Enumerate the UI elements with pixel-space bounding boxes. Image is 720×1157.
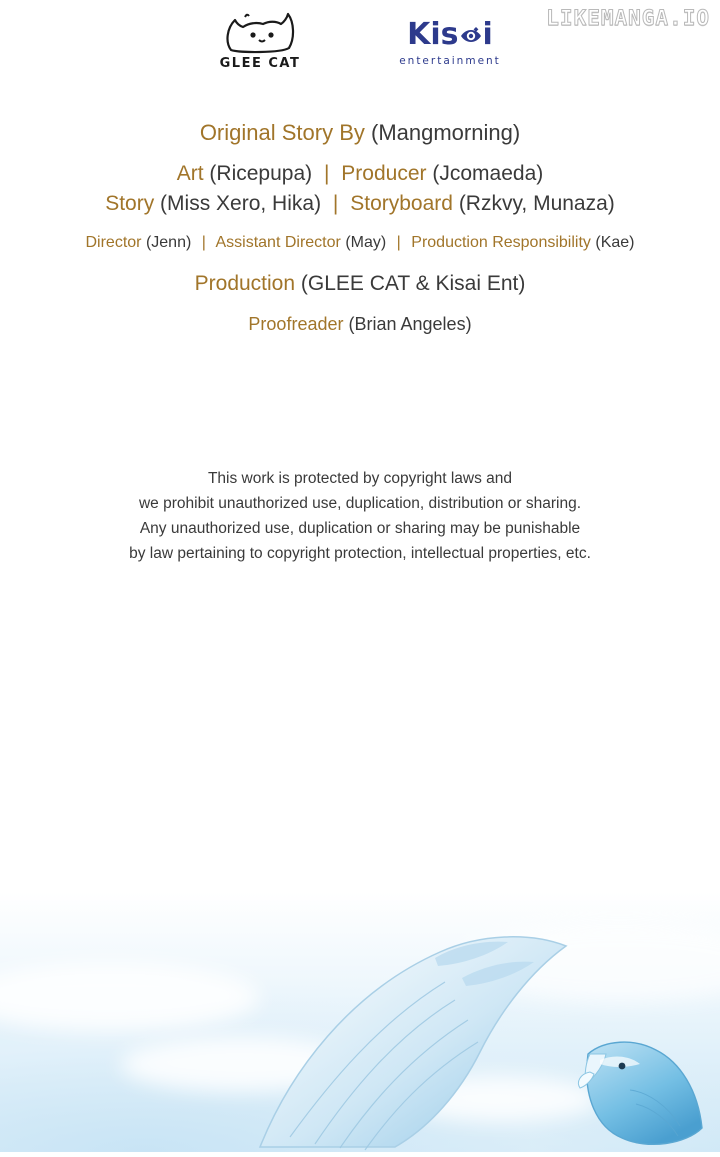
credit-role: Production — [194, 271, 296, 295]
credit-role: Proofreader — [248, 314, 344, 335]
copyright-line-2: we prohibit unauthorized use, duplication, distribution or sharing. — [138, 495, 581, 512]
credit-role: Art — [176, 161, 204, 185]
kisai-word-right: i — [482, 17, 493, 52]
credit-role: Story — [105, 192, 155, 216]
credit-name: (Kae) — [595, 234, 635, 252]
credit-proofreader — [0, 312, 720, 336]
credit-director-line — [0, 232, 720, 254]
credit-name: (Rzkvy, Munaza) — [458, 192, 615, 216]
credit-name: (May) — [345, 234, 387, 252]
publisher-logos — [0, 12, 720, 71]
copyright-line-1: This work is protected by copyright laws and — [207, 470, 513, 487]
gleecat-logo — [200, 12, 320, 71]
credit-production — [0, 270, 720, 298]
credit-art-producer — [0, 160, 720, 188]
credit-name: (Jcomaeda) — [432, 161, 544, 185]
credit-role: Director — [85, 234, 142, 252]
cloud-shape — [0, 962, 260, 1032]
credit-name: (Jenn) — [145, 234, 192, 252]
site-watermark: LIKEMANGA.IO — [546, 6, 710, 30]
credit-separator: | — [332, 192, 339, 216]
credit-story-storyboard — [0, 190, 720, 218]
cat-face-icon — [223, 12, 297, 54]
credit-role: Producer — [341, 161, 427, 185]
credit-original-story — [0, 118, 720, 148]
credit-name: (Ricepupa) — [209, 161, 313, 185]
eye-icon — [459, 21, 483, 49]
kisai-subtitle: entertainment — [399, 55, 501, 67]
credit-role: Storyboard — [350, 192, 453, 216]
blue-bird-illustration — [570, 1032, 710, 1152]
kisai-wordmark — [407, 17, 493, 52]
credit-name: (GLEE CAT & Kisai Ent) — [300, 271, 526, 295]
credit-separator: | — [396, 234, 401, 252]
gleecat-wordmark: GLEE CAT — [219, 56, 301, 71]
copyright-line-4: by law pertaining to copyright protection, intellectual properties, etc. — [129, 545, 591, 562]
credit-name: (Miss Xero, Hika) — [160, 192, 322, 216]
kisai-logo — [380, 17, 520, 67]
bird-wing-illustration — [230, 912, 570, 1152]
credit-role: Production Responsibility — [411, 234, 591, 252]
credit-role: Original Story By — [199, 120, 365, 145]
credit-name: (Mangmorning) — [371, 120, 521, 145]
credit-separator: | — [201, 234, 206, 252]
credit-name: (Brian Angeles) — [348, 314, 472, 335]
copyright-notice — [0, 466, 720, 566]
credit-separator: | — [323, 161, 330, 185]
copyright-line-3: Any unauthorized use, duplication or sharing may be punishable — [139, 520, 581, 537]
sky-artwork — [0, 892, 720, 1152]
credits-block — [0, 118, 720, 337]
credit-role: Assistant Director — [215, 234, 341, 252]
kisai-word-left: Kis — [407, 17, 459, 52]
